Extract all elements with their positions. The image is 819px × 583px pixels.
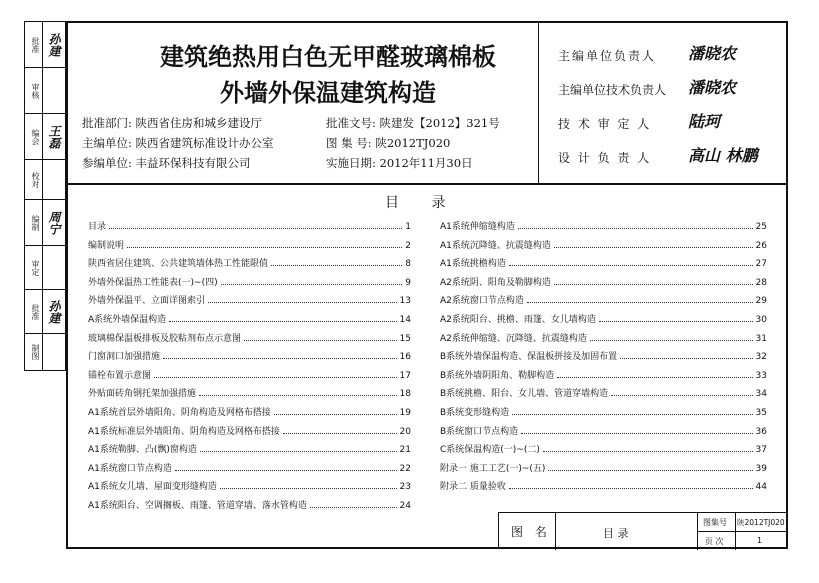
strip-signature	[43, 70, 63, 112]
role-technical-head: 主编单位技术负责人	[558, 83, 667, 97]
toc-leader-dots	[208, 302, 397, 303]
toc-entry-title: 附录二 质量验收	[440, 482, 506, 493]
atlas-number: 图 集 号: 陕2012TJ020	[326, 136, 451, 150]
strip-label: 批准	[31, 37, 40, 53]
toc-entry-title: A1系统勒脚、凸(飘)窗构造	[88, 445, 197, 456]
toc-leader-dots	[554, 247, 753, 248]
implementation-date: 实施日期: 2012年11月30日	[326, 156, 473, 170]
strip-cell	[25, 114, 65, 160]
toc-entry-page: 28	[755, 277, 767, 288]
toc-leader-dots	[244, 340, 397, 341]
toc-entry-page: 13	[399, 296, 411, 307]
toc-leader-dots	[521, 433, 752, 434]
toc-leader-dots	[599, 321, 753, 322]
strip-label: 校对	[31, 172, 40, 188]
strip-signature: 孙建	[47, 300, 61, 324]
toc-entry	[88, 311, 411, 325]
toc-entry	[88, 404, 411, 418]
toc-entry-title: B系统变形缝构造	[440, 408, 510, 418]
toc-leader-dots	[127, 247, 402, 248]
title-block	[498, 512, 786, 549]
toc-entry-page: 32	[755, 352, 767, 363]
toc-entry	[440, 441, 767, 455]
toc-entry-title: 编制说明	[88, 240, 125, 251]
strip-signature	[43, 336, 63, 368]
toc-entry	[440, 367, 767, 381]
toc-entry	[440, 255, 767, 269]
toc-entry	[88, 385, 411, 399]
toc-entry-page: 44	[755, 482, 767, 493]
toc-entry	[88, 423, 411, 437]
toc-entry	[88, 330, 411, 344]
strip-cell	[25, 246, 65, 290]
drawing-name: 目 录	[603, 527, 629, 540]
binding-strip	[24, 21, 66, 371]
strip-label: 编制	[31, 215, 40, 231]
header-divider	[538, 23, 539, 183]
toc-entry-page: 36	[755, 426, 767, 437]
toc-entry	[440, 460, 767, 474]
toc-entry	[88, 348, 411, 362]
toc-entry	[88, 367, 411, 381]
toc-entry	[440, 385, 767, 399]
strip-label: 审核	[31, 83, 40, 99]
toc-right-column	[440, 218, 767, 498]
strip-cell	[25, 160, 65, 200]
strip-signature: 周宁	[47, 211, 61, 235]
toc-entry	[88, 478, 411, 492]
strip-label: 制图	[31, 344, 40, 360]
toc-entry-page: 8	[405, 259, 411, 270]
strip-cell	[25, 22, 65, 68]
toc-entry-page: 19	[399, 408, 411, 418]
toc-leader-dots	[109, 228, 402, 229]
toc-entry-title: A2系统阳台、挑檐、雨篷、女儿墙构造	[440, 315, 596, 325]
toc-entry-title: 附录一 施工工艺(一)~(五)	[440, 463, 546, 474]
page-value: 1	[757, 536, 763, 545]
toc-leader-dots	[283, 433, 397, 434]
toc-entry	[88, 292, 411, 306]
toc-entry	[440, 330, 767, 344]
toc-leader-dots	[620, 358, 752, 359]
toc-entry-page: 23	[399, 482, 411, 493]
toc-leader-dots	[310, 507, 397, 508]
toc-entry-title: B系统挑檐、阳台、女儿墙、管道穿墙构造	[440, 389, 609, 400]
toc-entry-title: 门窗洞口加强措施	[88, 352, 161, 363]
toc-leader-dots	[175, 470, 397, 471]
toc-entry-title: 玻璃棉保温板排板及胶粘剂布点示意图	[88, 333, 242, 344]
toc-leader-dots	[509, 265, 753, 266]
toc-entry-title: A2系统伸缩缝、沉降缝、抗震缝构造	[440, 333, 587, 344]
toc-leader-dots	[518, 228, 753, 229]
toc-entry	[440, 237, 767, 251]
toc-entry-title: A1系统阳台、空调搁板、雨篷、管道穿墙、落水管构造	[88, 501, 307, 511]
toc-entry-page: 15	[399, 333, 411, 344]
toc-leader-dots	[220, 488, 397, 489]
toc-entry-page: 9	[405, 277, 411, 288]
toc-entry-title: A1系统标准层外墙阳角、阴角构造及网格布搭接	[88, 426, 280, 437]
toc-leader-dots	[611, 395, 752, 396]
toc-entry-title: A2系统阴、阳角及勒脚构造	[440, 277, 551, 288]
participant-unit: 参编单位: 丰益环保科技有限公司	[82, 156, 251, 170]
strip-cell	[25, 200, 65, 246]
toc-entry-page: 20	[399, 426, 411, 437]
strip-signature	[43, 248, 63, 288]
role-technical-reviewer: 技 术 审 定 人	[558, 117, 652, 131]
header	[68, 23, 786, 185]
role-design-head: 设 计 负 责 人	[558, 151, 652, 165]
page-title-line1: 建筑绝热用白色无甲醛玻璃棉板	[160, 43, 496, 71]
toc-entry-page: 24	[399, 501, 411, 511]
toc-entry-title: A1系统女儿墙、屋面变形缝构造	[88, 482, 217, 493]
signature-technical-reviewer: 陆珂	[688, 112, 721, 131]
toc-leader-dots	[557, 377, 752, 378]
editor-unit: 主编单位: 陕西省建筑标准设计办公室	[82, 136, 274, 150]
toc-entry-title: A1系统伸缩缝构造	[440, 222, 515, 232]
signature-chief-unit-head: 潘晓农	[688, 44, 737, 63]
toc-entry-title: B系统外墙阴阳角、勒脚构造	[440, 370, 555, 381]
toc-leader-dots	[271, 265, 402, 266]
toc-entry-page: 33	[755, 370, 767, 381]
toc-entry	[88, 255, 411, 269]
toc-entry-page: 26	[755, 240, 767, 251]
toc-leader-dots	[200, 451, 397, 452]
toc-entry-title: A1系统首层外墙阳角、阴角构造及网格布搭接	[88, 408, 271, 418]
strip-label: 批准	[31, 304, 40, 320]
strip-label: 审定	[31, 260, 40, 276]
toc-entry-page: 29	[755, 296, 767, 307]
toc-entry	[440, 423, 767, 437]
toc-entry	[440, 311, 767, 325]
toc-entry-page: 16	[399, 352, 411, 363]
toc-entry-page: 35	[755, 408, 767, 418]
toc-entry-page: 34	[755, 389, 767, 400]
strip-cell	[25, 290, 65, 334]
toc-entry-title: 锚栓布置示意图	[88, 370, 152, 381]
role-chief-unit-head: 主编单位负责人	[558, 49, 657, 63]
strip-label: 编会	[31, 129, 40, 145]
toc-entry-page: 14	[399, 315, 411, 325]
toc-entry	[440, 478, 767, 492]
toc-entry-title: B系统外墙保温构造、保温板拼接及加固布置	[440, 352, 618, 363]
toc-leader-dots	[509, 488, 753, 489]
toc-entry-page: 1	[405, 222, 411, 232]
toc-entry-title: A1系统窗口节点构造	[88, 463, 172, 474]
toc-entry-title: 外贴面砖角钢托架加强措施	[88, 389, 197, 400]
toc-entry-title: A2系统窗口节点构造	[440, 296, 524, 307]
toc-entry-title: 外墙外保温热工性能表(一)~(四)	[88, 277, 218, 288]
toc-entry	[88, 274, 411, 288]
atlas-value: 陕2012TJ020	[737, 518, 785, 527]
toc-entry-page: 25	[755, 222, 767, 232]
toc-left-column	[88, 218, 411, 518]
toc-leader-dots	[543, 451, 753, 452]
tb-divider	[697, 531, 787, 532]
strip-cell	[25, 334, 65, 370]
toc-leader-dots	[221, 284, 403, 285]
toc-entry-page: 31	[755, 333, 767, 344]
approval-dept: 批准部门: 陕西省住房和城乡建设厅	[82, 116, 263, 130]
toc-entry	[88, 237, 411, 251]
toc-entry-title: B系统窗口节点构造	[440, 426, 519, 437]
signature-design-head: 高山 林鹏	[688, 146, 758, 165]
toc-entry	[440, 404, 767, 418]
toc-entry-title: 陕西省居住建筑、公共建筑墙体热工性能限值	[88, 259, 269, 270]
toc-entry-title: C系统保温构造(一)~(二)	[440, 445, 540, 456]
toc-entry-title: A1系统挑檐构造	[440, 259, 506, 270]
toc-leader-dots	[199, 395, 397, 396]
toc-entry-title: A系统外墙保温构造	[88, 315, 167, 325]
toc-entry	[88, 218, 411, 232]
toc-entry-page: 18	[399, 389, 411, 400]
toc-leader-dots	[527, 302, 753, 303]
toc-entry-page: 39	[755, 463, 767, 474]
toc-leader-dots	[512, 414, 752, 415]
toc-entry-page: 22	[399, 463, 411, 474]
toc-leader-dots	[554, 284, 753, 285]
atlas-label: 图集号	[703, 518, 727, 527]
toc-entry-title: A1系统沉降缝、抗震缝构造	[440, 240, 551, 251]
toc-entry	[440, 292, 767, 306]
strip-signature: 孙建	[47, 33, 61, 57]
drawing-name-label: 图 名	[511, 525, 551, 539]
strip-signature: 王磊	[47, 125, 61, 149]
page-title-line2: 外墙外保温建筑构造	[220, 79, 436, 107]
approval-doc: 批准文号: 陕建发【2012】321号	[326, 116, 500, 130]
toc-entry-page: 17	[399, 370, 411, 381]
toc-leader-dots	[548, 470, 752, 471]
toc-entry	[88, 497, 411, 511]
toc-entry	[88, 441, 411, 455]
toc-entry	[88, 460, 411, 474]
toc-entry	[440, 218, 767, 232]
toc-entry	[440, 348, 767, 362]
toc-entry-page: 30	[755, 315, 767, 325]
strip-cell	[25, 68, 65, 114]
tb-divider	[555, 513, 556, 550]
toc-entry-title: 外墙外保温平、立面详图索引	[88, 296, 206, 307]
toc-leader-dots	[163, 358, 397, 359]
toc-leader-dots	[274, 414, 397, 415]
toc-entry	[440, 274, 767, 288]
toc-leader-dots	[590, 340, 753, 341]
toc-entry-page: 2	[405, 240, 411, 251]
toc-entry-page: 27	[755, 259, 767, 270]
signature-technical-head: 潘晓农	[688, 78, 737, 97]
toc-entry-page: 21	[399, 445, 411, 456]
strip-signature	[43, 162, 63, 198]
toc-entry-title: 目录	[88, 222, 107, 232]
toc-leader-dots	[169, 321, 396, 322]
toc-entry-page: 37	[755, 445, 767, 456]
toc-leader-dots	[154, 377, 397, 378]
toc-heading: 目 录	[385, 195, 460, 211]
page-label: 页 次	[705, 537, 724, 546]
